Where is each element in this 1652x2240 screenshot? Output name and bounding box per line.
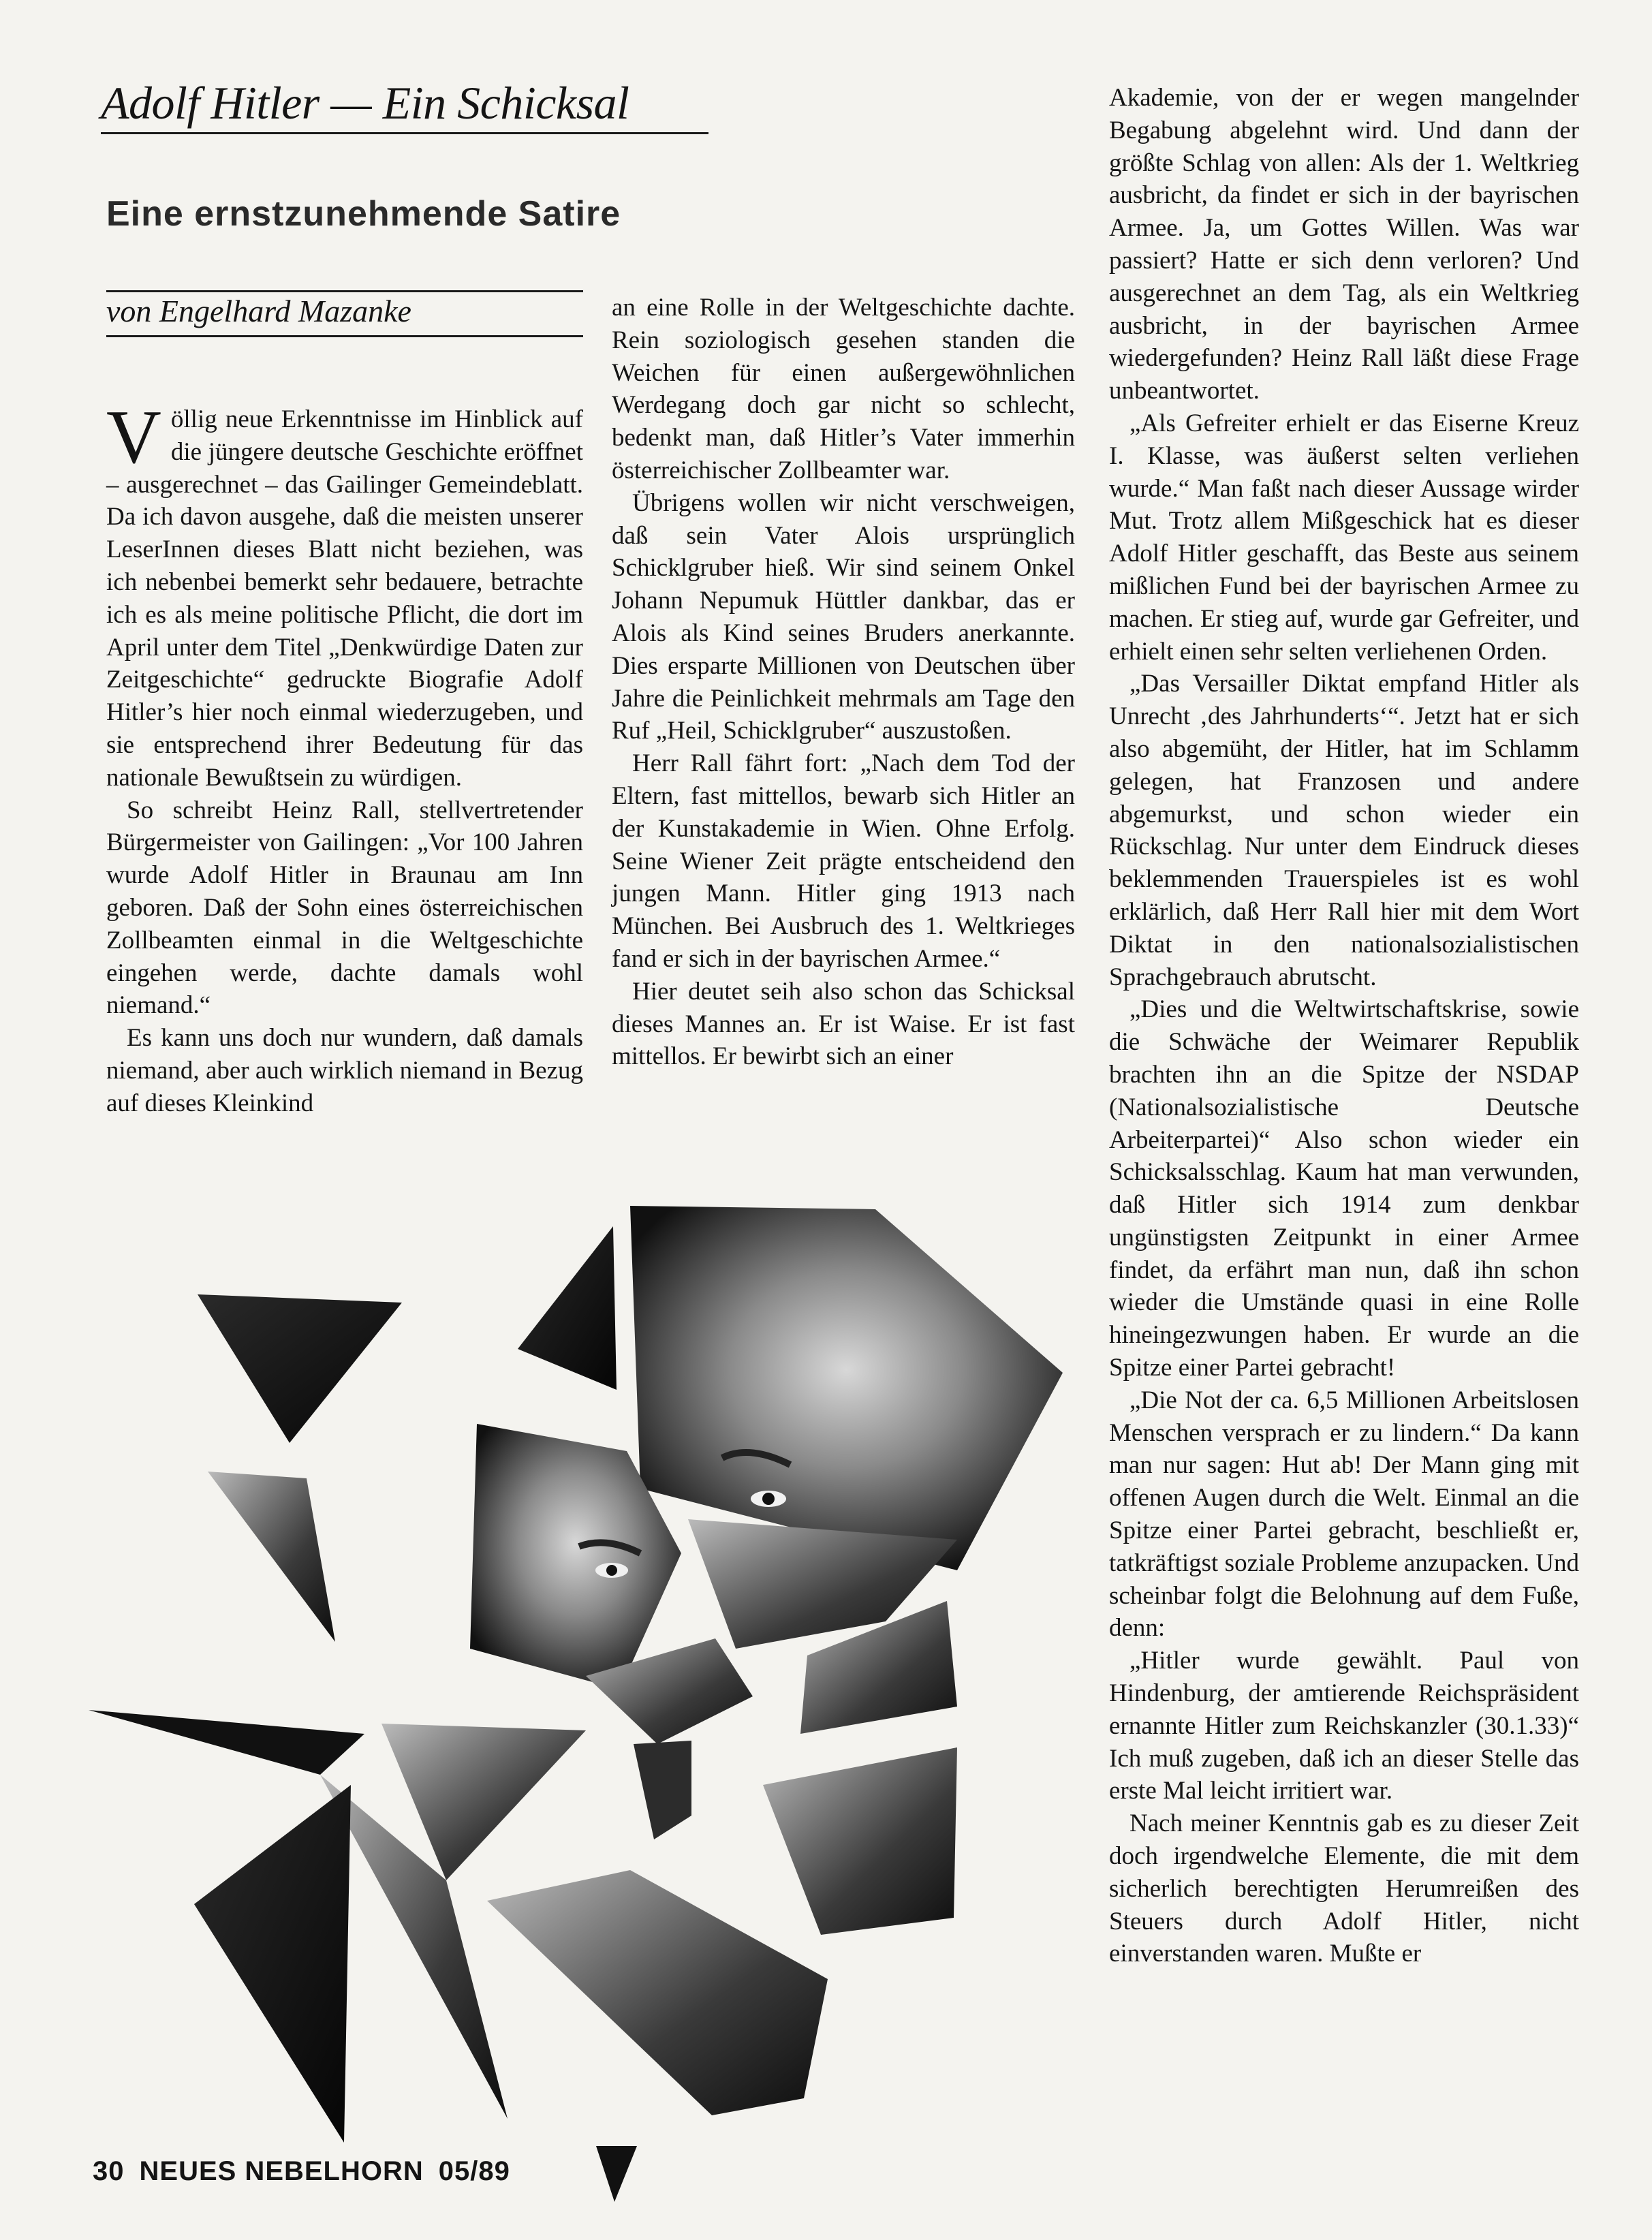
photo-shard xyxy=(89,1710,364,1775)
photo-shard xyxy=(634,1741,691,1839)
paragraph: Nach meiner Kenntnis gab es zu dieser Zeit doch irgendwelche Elemente, die mit dem sicherlich berechtigten Herumreißen des Steuers durch Adolf Hitler, nicht einverstanden waren. Mußte er xyxy=(1109,1809,1579,1968)
photo-shard xyxy=(381,1724,586,1880)
photo-shard xyxy=(630,1206,1063,1570)
photo-shard xyxy=(194,1785,351,2143)
column-3 xyxy=(1109,82,1579,1970)
paragraph: Akademie, von der er wegen mangelnder Begabung abgelehnt wird. Und dann der größte Schlag von allen: Als der 1. Weltkrieg ausbricht, da findet er sich in der bayrischen Armee. Ja, um Gottes Willen. Was war passiert? Hatte er sich denn verloren? Und ausgerechnet an dem Tag, als ein Weltkrieg ausbricht, in der bayrischen Armee wiedergefunden? Heinz Rall läßt diese Frage unbeantwortet. xyxy=(1109,84,1579,405)
byline-rule-top xyxy=(106,290,583,292)
photo-shards xyxy=(89,1206,1063,2202)
article-subtitle: Eine ernstzunehmende Satire xyxy=(106,194,621,234)
paragraph: So schreibt Heinz Rall, stellvertretender Bürgermeister von Gailingen: „Vor 100 Jahren wurde Adolf Hitler in Braunau am Inn geboren. Daß der Sohn eines österreichischen Zollbeamten einmal in die Weltgeschichte eingehen werde, dachte damals wohl niemand.“ xyxy=(106,796,583,1020)
paragraph: „Das Versailler Diktat empfand Hitler als Unrecht ‚des Jahrhunderts‘“. Jetzt hat er sich also abgemüht, der Hitler, hat im Schlamm gelegen, hat Franzosen und andere abgemurkst, und schon wieder ein Rückschlag. Nur unter dem Eindruck dieses beklemmenden Trauerspieles ist es wohl erklärlich, daß Herr Rall hier mit dem Wort Diktat in den nationalsozialistischen Sprachgebrauch abrutscht. xyxy=(1109,670,1579,991)
paragraph: „Die Not der ca. 6,5 Millionen Arbeitslosen Menschen versprach er zu lindern.“ Da kann man nur sagen: Hut ab! Der Mann ging mit offenen Augen durch die Welt. Einmal an die Spitze einer Partei gebracht, beschließt er, tatkräftigst soziale Probleme anzupacken. Und scheinbar folgt die Belohnung auf dem Fuße, denn: xyxy=(1109,1386,1579,1643)
paragraph-text: öllig neue Erkenntnisse im Hinblick auf die jüngere deutsche Geschichte eröffnet – ausgerechnet – das Gailinger Gemeindeblatt. Da ich davon ausgehe, daß die meisten unserer LeserInnen dieses Blatt nicht beziehen, was ich nebenbei bemerkt sehr bedauere, betrachte ich es als meine politische Pflicht, die dort im April unter dem Titel „Denkwürdige Daten zur Zeitgeschichte“ gedruckte Biografie Adolf Hitler’s hier noch einmal wiederzugeben, und sie entsprechend ihrer Bedeutung für das nationale Bewußtsein zu würdigen. xyxy=(106,405,583,792)
photo-shard xyxy=(688,1519,957,1649)
byline-rule-bottom xyxy=(106,335,583,337)
page-footer xyxy=(93,2156,525,2187)
photo-shard xyxy=(800,1601,957,1734)
photo-shard xyxy=(198,1294,402,1443)
paragraph: Herr Rall fährt fort: „Nach dem Tod der Eltern, fast mittellos, bewarb sich Hitler an der Kunstakademie in Wien. Ohne Erfolg. Seine Wiener Zeit prägte entscheidend den jungen Mann. Hitler ging 1913 nach München. Bei Ausbruch des 1. Weltkrieges fand er sich in der bayrischen Armee.“ xyxy=(612,749,1075,973)
paragraph: Es kann uns doch nur wundern, daß damals niemand, aber auch wirklich niemand in Bezug auf dieses Kleinkind xyxy=(106,1024,583,1117)
issue-number: 05/89 xyxy=(438,2156,510,2186)
page-number: 30 xyxy=(93,2156,125,2186)
article-title: Adolf Hitler — Ein Schicksal xyxy=(101,74,708,134)
photo-shard xyxy=(487,1870,828,2115)
photo-shard xyxy=(763,1747,957,1935)
paragraph: Übrigens wollen wir nicht verschweigen, daß sein Vater Alois ursprünglich Schicklgruber hieß. Wir sind seinem Onkel Johann Nepumuk Hüttler dankbar, das er Alois als Kind seines Bruders anerkannte. Dies ersparte Millionen von Deutschen über Jahre die Peinlichkeit mehrmals am Tage den Ruf „Heil, Schicklgruber“ auszustoßen. xyxy=(612,488,1075,745)
column-1 xyxy=(106,395,583,1120)
author-byline: von Engelhard Mazanke xyxy=(106,294,411,328)
photo-shard xyxy=(586,1638,753,1744)
paragraph: Hier deutet seih also schon das Schicksal dieses Mannes an. Er ist Waise. Er ist fast mittellos. Er bewirbt sich an einer xyxy=(612,977,1075,1071)
paragraph: „Als Gefreiter erhielt er das Eiserne Kreuz I. Klasse, was äußerst selten verliehen wurde.“ Man faßt nach dieser Aussage wirder Mut. Trotz allem Mißgeschick hat es dieser Adolf Hitler geschafft, das Beste aus seinem mißlichen Fund bei der bayrischen Armee zu machen. Er stieg auf, wurde gar Gefreiter, und erhielt einen sehr selten verliehenen Orden. xyxy=(1109,409,1579,666)
photo-shard xyxy=(208,1472,335,1642)
column-2 xyxy=(612,292,1075,1073)
drop-cap: V xyxy=(106,395,161,480)
paragraph: an eine Rolle in der Weltgeschichte dachte. Rein soziologisch gesehen standen die Weichen für einen außergewöhnlichen Werdegang doch gar nicht so schlecht, bedenkt man, daß Hitler’s Vater immerhin österreichischer Zollbeamter war. xyxy=(612,294,1075,484)
paragraph xyxy=(106,395,583,794)
magazine-name: NEUES NEBELHORN xyxy=(139,2156,424,2186)
photo-shard xyxy=(470,1424,681,1690)
photo-shard xyxy=(320,1775,508,2119)
paragraph: „Hitler wurde gewählt. Paul von Hindenburg, der amtierende Reichspräsident ernannte Hitler zum Reichskanzler (30.1.33)“ Ich muß zugeben, daß ich an dieser Stelle das erste Mal leicht irritiert war. xyxy=(1109,1647,1579,1805)
photo-shard xyxy=(518,1226,617,1390)
photo-shard xyxy=(596,2146,637,2202)
paragraph: „Dies und die Weltwirtschaftskrise, sowie die Schwäche der Weimarer Republik brachten ihn an die Spitze der NSDAP (Nationalsozialistische Deutsche Arbeiterpartei)“ Also schon wieder ein Schicksalsschlag. Kaum hat man verwunden, daß Hitler sich 1914 zum denkbar ungünstigsten Zeitpunkt in einer Armee findet, da erfährt man nun, daß ihn schon wieder die Umstände quasi in eine Rolle hineingezwungen haben. Er wurde an die Spitze einer Partei gebracht! xyxy=(1109,995,1579,1382)
